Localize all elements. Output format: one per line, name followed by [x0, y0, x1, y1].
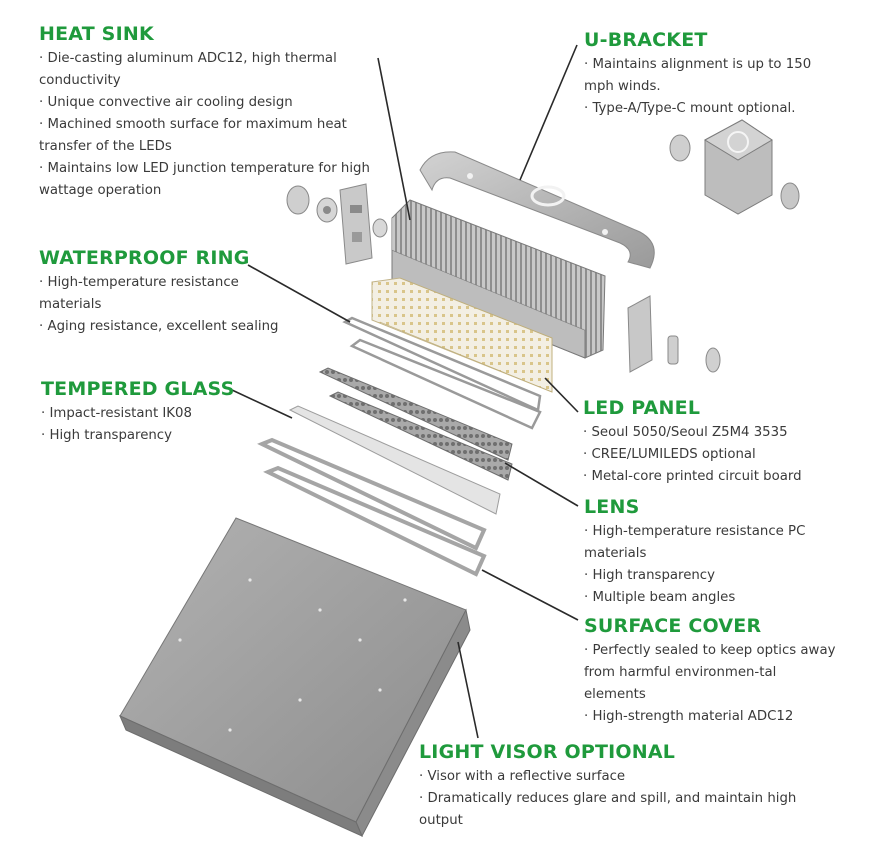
heat-sink-bullet: · Die-casting aluminum ADC12, high thermal conductivity: [39, 48, 379, 92]
u-bracket-bullet: · Maintains alignment is up to 150 mph winds.: [584, 54, 844, 98]
leader-u-bracket: [520, 45, 577, 180]
light-visor-callout: [419, 740, 844, 832]
tempered-glass-title: TEMPERED GLASS: [41, 378, 235, 400]
side-plate-parts: [628, 296, 720, 372]
leader-led-panel: [545, 378, 578, 412]
surface-cover-title: SURFACE COVER: [584, 615, 762, 637]
waterproof-ring-callout: [39, 246, 279, 338]
leader-lens: [505, 463, 578, 506]
heat-sink-bullet: · Unique convective air cooling design: [39, 92, 379, 114]
tempered-glass-bullet: · High transparency: [41, 425, 281, 447]
lens-bullet: · Multiple beam angles: [584, 587, 834, 609]
lens-callout: [584, 495, 834, 609]
mount-adapter: [670, 120, 799, 214]
u-bracket-bullet: · Type-A/Type-C mount optional.: [584, 98, 844, 120]
led-panel-callout: [583, 396, 853, 488]
waterproof-ring-title: WATERPROOF RING: [39, 247, 250, 269]
lens-bullet: · High transparency: [584, 565, 834, 587]
heat-sink-bullet: · Machined smooth surface for maximum heat transfer of the LEDs: [39, 114, 379, 158]
u-bracket-callout: [584, 28, 844, 120]
waterproof-ring-bullet: · High-temperature resistance materials: [39, 272, 279, 316]
surface-cover-callout: [584, 614, 839, 728]
tempered-glass-callout: [41, 377, 281, 447]
lens-title: LENS: [584, 496, 640, 518]
lens-bullet: · High-temperature resistance PC materials: [584, 521, 834, 565]
led-panel-bullet: · CREE/LUMILEDS optional: [583, 444, 853, 466]
heat-sink-title: HEAT SINK: [39, 23, 154, 45]
u-bracket-title: U-BRACKET: [584, 29, 708, 51]
light-visor-bullet: · Visor with a reflective surface: [419, 766, 844, 788]
led-panel-title: LED PANEL: [583, 397, 701, 419]
light-visor-bullet: · Dramatically reduces glare and spill, and maintain high output: [419, 788, 844, 832]
light-visor-title: LIGHT VISOR OPTIONAL: [419, 741, 676, 763]
led-panel-bullet: · Seoul 5050/Seoul Z5M4 3535: [583, 422, 853, 444]
led-panel-bullet: · Metal-core printed circuit board: [583, 466, 853, 488]
tempered-glass-bullet: · Impact-resistant IK08: [41, 403, 281, 425]
waterproof-ring-bullet: · Aging resistance, excellent sealing: [39, 316, 279, 338]
light-visor-part: [120, 518, 470, 836]
surface-cover-bullet: · High-strength material ADC12: [584, 706, 839, 728]
leader-light-visor: [458, 642, 478, 738]
leader-heat-sink: [378, 58, 410, 220]
leader-surface-cover: [482, 570, 578, 620]
surface-cover-bullet: · Perfectly sealed to keep optics away from harmful environmen-tal elements: [584, 640, 839, 706]
heat-sink-bullet: · Maintains low LED junction temperature for high wattage operation: [39, 158, 379, 202]
heat-sink-callout: [39, 22, 379, 202]
